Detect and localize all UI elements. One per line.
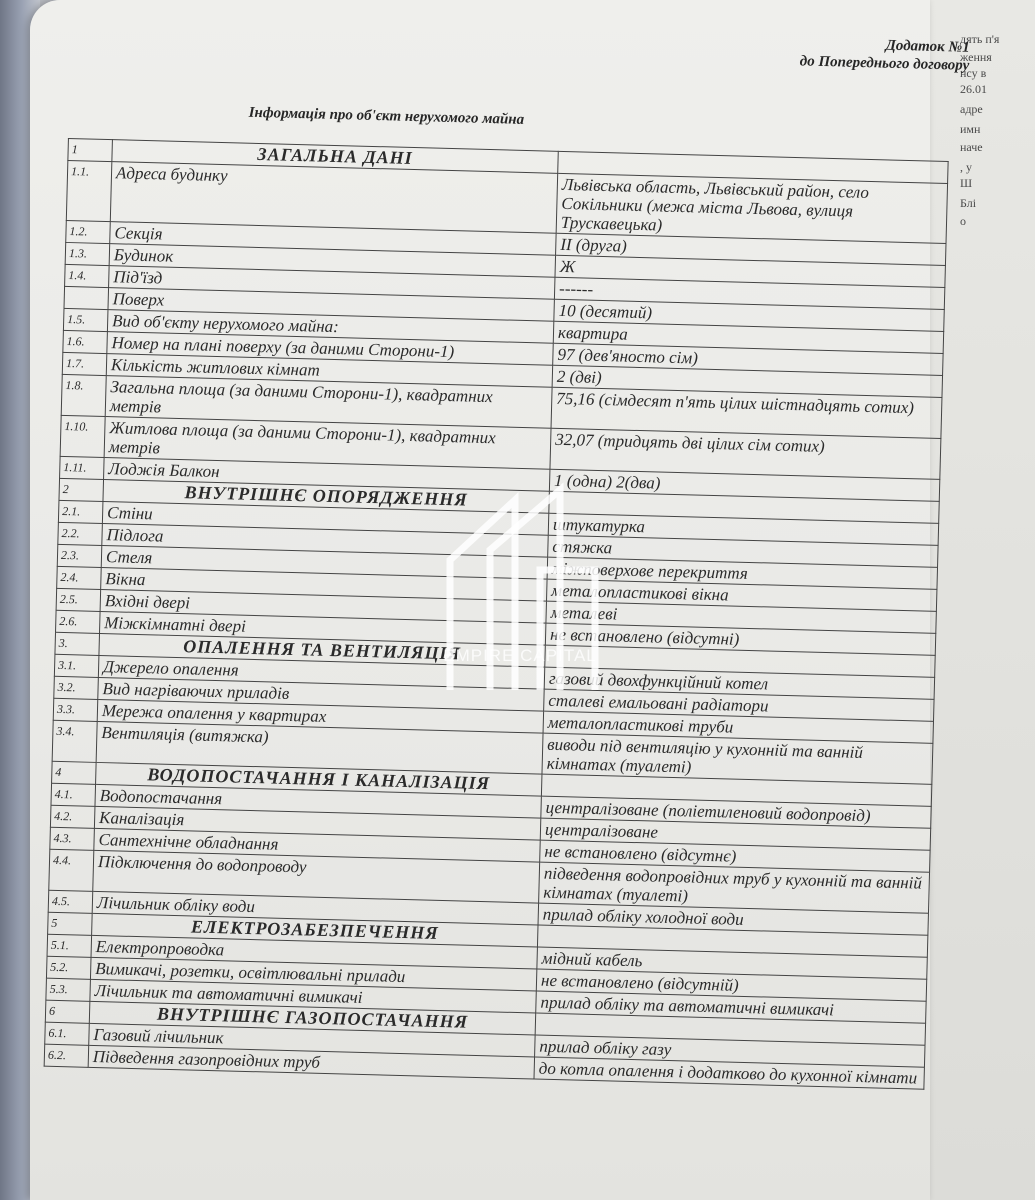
row-number: 2.2. (58, 522, 103, 545)
row-value: штукатурка (548, 513, 938, 545)
section-number: 3. (55, 632, 100, 655)
row-label: Газовий лічильник (89, 1023, 535, 1057)
row-label: Мережа опалення у квартирах (97, 699, 543, 733)
row-value: 75,16 (сімдесят п'ять цілих шістнадцять сотих) (551, 387, 942, 438)
bg-fragment: 26.01 (960, 82, 987, 96)
section-title: ЗАГАЛЬНА ДАНІ (112, 140, 558, 174)
watermark-text: EMPIRE CAPITAL (443, 646, 597, 665)
row-value: 32,07 (тридцять дві цілих сім сотих) (550, 428, 941, 479)
row-number: 4.2. (50, 805, 95, 828)
row-value: металопластикові труби (543, 711, 933, 743)
row-value: централізоване (540, 818, 930, 850)
row-value: не встановлено (відсутній) (536, 969, 926, 1001)
row-number: 4.1. (51, 783, 96, 806)
row-value: 97 (дев'яносто сім) (553, 343, 943, 375)
section-number: 1 (68, 138, 113, 161)
row-label: Під'їзд (109, 266, 555, 300)
bg-fragment: , у (960, 160, 972, 174)
property-info-table (44, 138, 949, 1090)
row-value: ІІ (друга) (556, 233, 946, 265)
row-number: 4.5. (48, 890, 93, 913)
row-number: 1.1. (66, 160, 112, 221)
row-number: 3.2. (54, 676, 99, 699)
bg-fragment: Блі (960, 196, 977, 210)
section-title: ЕЛЕКТРОЗАБЕЗПЕЧЕННЯ (92, 913, 538, 947)
row-number: 1.7. (62, 352, 107, 375)
row-number: 1.4. (65, 264, 110, 287)
document-title: Інформація про об'єкт нерухомого майна (248, 104, 525, 128)
row-value: Львівська область, Львівський район, село Сокільники (межа міста Львова, вулиця Трускавецька) (556, 173, 947, 243)
row-label: Каналізація (94, 806, 540, 840)
section-number: 4 (52, 761, 97, 784)
row-number: 6.1. (45, 1022, 90, 1045)
bg-fragment: Ш (960, 176, 973, 190)
row-label: Сантехнічне обладнання (94, 828, 540, 862)
row-number: 4.3. (50, 827, 95, 850)
row-label: Міжкімнатні двері (99, 611, 545, 645)
row-value: 10 (десятий) (554, 299, 944, 331)
section-number: 6 (45, 1000, 90, 1023)
row-label: Житлова площа (за даними Сторони-1), квадратних метрів (104, 417, 551, 470)
row-number: 1.6. (63, 330, 108, 353)
row-value: Ж (555, 255, 945, 287)
row-label: Будинок (109, 244, 555, 278)
row-label: Лоджія Балкон (104, 458, 550, 492)
row-number: 3.4. (52, 720, 97, 762)
row-value: 1 (одна) 2(два) (549, 469, 939, 501)
section-number: 5 (48, 912, 93, 935)
row-label: Підключення до водопроводу (93, 850, 540, 903)
row-value: прилад обліку та автоматичні вимикачі (536, 991, 926, 1023)
row-value: виводи під вентиляцію у кухонній та ванній кімнатах (туалеті) (542, 733, 933, 784)
row-value: металеві (546, 601, 936, 633)
row-number: 6.2. (44, 1044, 89, 1067)
section-title: ВОДОПОСТАЧАННЯ І КАНАЛІЗАЦІЯ (96, 762, 542, 796)
row-value: централізоване (поліетиленовий водопровід) (541, 796, 931, 828)
row-value: не встановлено (відсутні) (545, 623, 935, 655)
row-number: 3.1. (54, 654, 99, 677)
bg-fragment: дять п'я (960, 32, 1000, 46)
section-title: ВНУТРІШНЄ ГАЗОПОСТАЧАННЯ (89, 1001, 535, 1035)
row-label: Вікна (101, 567, 547, 601)
row-label: Вид нагріваючих приладів (98, 677, 544, 711)
row-number: 5.2. (46, 956, 91, 979)
row-label: Стіни (102, 502, 548, 536)
row-number: 1.3. (65, 242, 110, 265)
row-number: 1.5. (63, 308, 108, 331)
bg-fragment: имн (960, 122, 981, 136)
row-value: міжповерхове перекриття (547, 557, 937, 589)
row-label: Номер на плані поверху (за даними Сторони-1) (107, 332, 553, 366)
row-number: 1.8. (61, 374, 106, 416)
row-value: підведення водопровідних труб у кухонній та ванній кімнатах (туалеті) (539, 862, 930, 913)
row-number: 1.10. (60, 415, 105, 457)
row-number: 5.1. (47, 934, 92, 957)
row-label: Поверх (108, 288, 554, 322)
row-value: сталеві емальовані радіатори (544, 689, 934, 721)
row-number: 2.1. (58, 500, 103, 523)
appendix-reference: до Попереднього договору (799, 53, 970, 74)
row-label: Вентиляція (витяжка) (96, 721, 543, 774)
row-label: Стеля (101, 545, 547, 579)
appendix-header (709, 32, 970, 75)
bg-fragment: адре (960, 102, 983, 116)
row-label: Підведення газопровідних труб (88, 1045, 534, 1079)
row-number: 5.3. (46, 978, 91, 1001)
row-value: ------ (554, 277, 944, 309)
row-number: 2.3. (57, 544, 102, 567)
row-number: 2.4. (57, 566, 102, 589)
bg-fragment: ження (960, 50, 992, 64)
row-label: Водопостачання (95, 784, 541, 818)
row-label: Підлога (102, 524, 548, 558)
row-value: до котла опалення і додатково до кухонної кімнати (534, 1057, 924, 1089)
bg-fragment: нсу в (960, 66, 987, 80)
row-value: прилад обліку холодної води (538, 903, 928, 935)
row-label: Вимикачі, розетки, освітлювальні прилади (90, 957, 536, 991)
row-value: металопластикові вікна (546, 579, 936, 611)
row-label: Секція (110, 222, 556, 256)
row-label: Вхідні двері (100, 589, 546, 623)
section-title: ВНУТРІШНЄ ОПОРЯДЖЕННЯ (103, 480, 549, 514)
row-number: 4.4. (49, 849, 94, 891)
row-number: 1.11. (60, 456, 105, 479)
row-value: прилад обліку газу (535, 1035, 925, 1067)
row-label: Джерело опалення (98, 655, 544, 689)
section-title: ОПАЛЕННЯ ТА ВЕНТИЛЯЦІЯ (99, 633, 545, 667)
row-label: Лічильник обліку води (92, 891, 538, 925)
row-value: мідний кабель (537, 947, 927, 979)
bg-fragment: наче (960, 140, 983, 154)
row-label: Вид об'єкту нерухомого майна: (107, 310, 553, 344)
row-value: газовий двохфункційний котел (544, 667, 934, 699)
row-number: 1.2. (66, 220, 111, 243)
row-label: Адреса будинку (110, 162, 557, 234)
row-number: 2.6. (56, 610, 101, 633)
row-number: 2.5. (56, 588, 101, 611)
row-value: квартира (553, 321, 943, 353)
row-number (64, 286, 109, 309)
row-number: 3.3. (53, 698, 98, 721)
row-value: стяжка (548, 535, 938, 567)
appendix-number: Додаток №1 (885, 37, 970, 56)
bg-fragment: о (960, 214, 966, 228)
row-value: 2 (дві) (552, 365, 942, 397)
row-label: Кількість житлових кімнат (106, 354, 552, 388)
row-value: не встановлено (відсутнє) (540, 840, 930, 872)
section-number: 2 (59, 478, 104, 501)
row-label: Загальна площа (за даними Сторони-1), квадратних метрів (105, 376, 552, 429)
row-label: Електропроводка (91, 935, 537, 969)
row-label: Лічильник та автоматичні вимикачі (90, 979, 536, 1013)
